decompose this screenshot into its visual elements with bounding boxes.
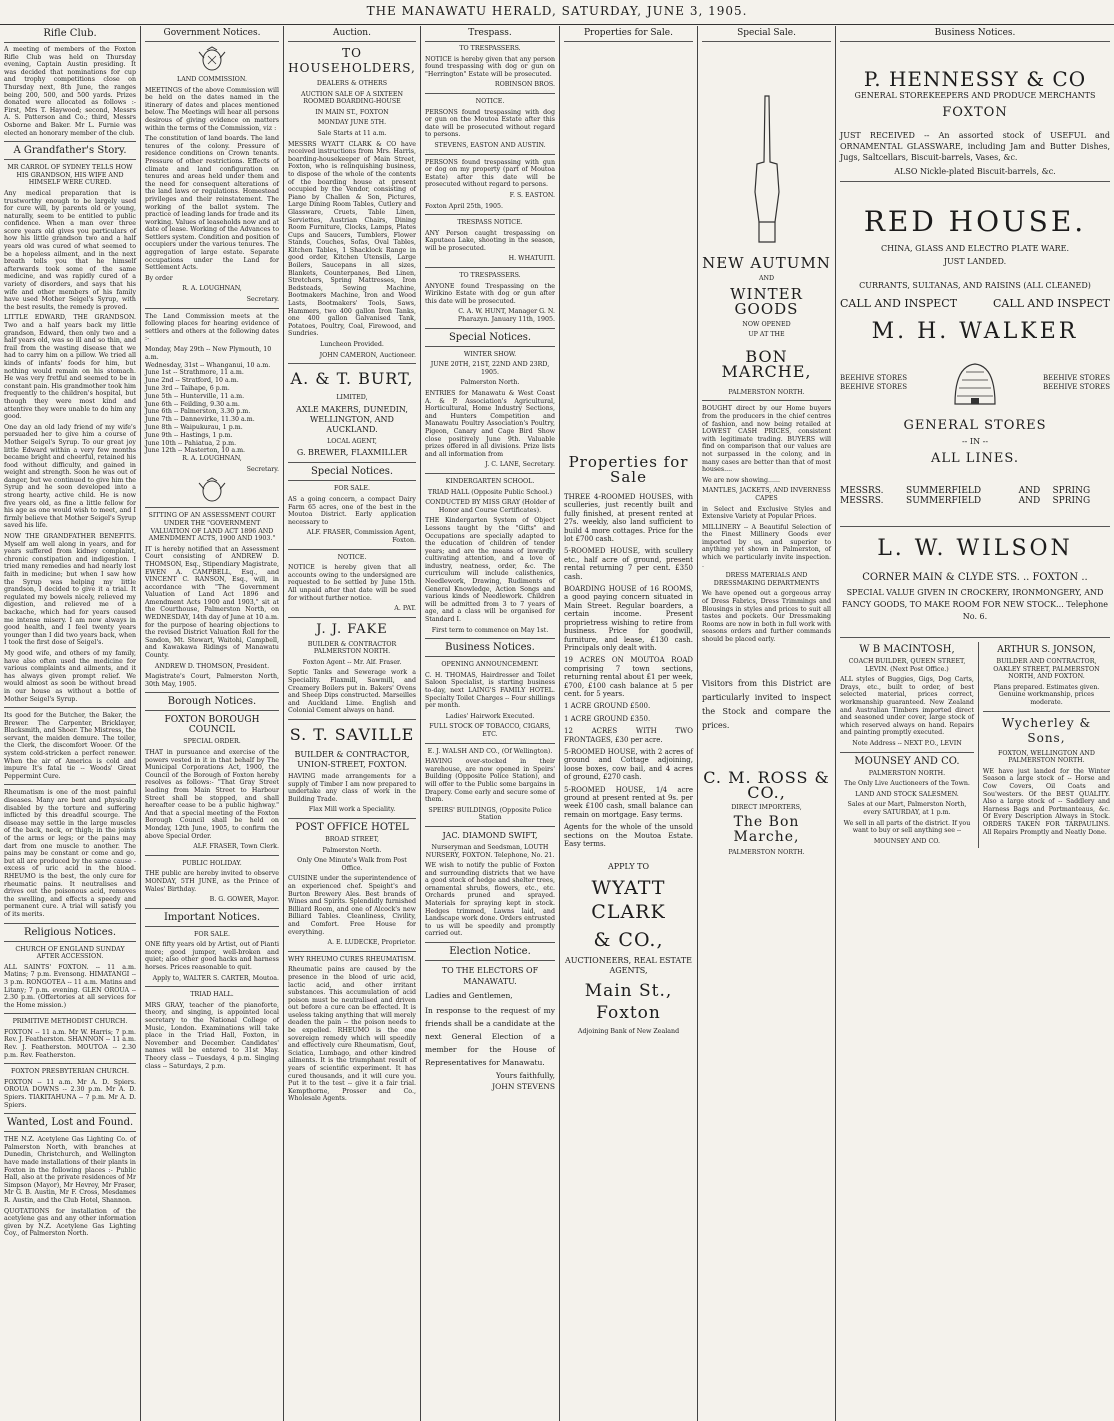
election-title: TO THE ELECTORS OF MANAWATU. [441,966,539,987]
saville-title: S. T. SAVILLE [289,725,415,745]
column-3 [284,26,420,1421]
wilson-text: SPECIAL VALUE GIVEN IN CROCKERY, IRONMONGERY, AND FANCY GOODS, TO MAKE ROOM FOR NEW STOCK... Telephone No. 6. [841,588,1109,621]
divider [840,752,974,753]
holiday-signature: B. G. GOWER, Mayor. [209,896,279,904]
bought-text: BOUGHT direct by our Home buyers from the producers in the chief centres of fashion, and now being retailed at LOWEST CASH PRICES, consistent with legitimate trading. BUYERS will find on comparison that our values are not surpassed in the colony, and in many cases are better than that of most houses.... [702,405,831,474]
dress-heading: DRESS MATERIALS AND DRESSMAKING DEPARTMENTS [713,572,820,587]
trespass-text: PERSONS found trespassing with dog or gun on the Moutoa Estate after this date will be prosecuted without regard to persons. [425,108,555,139]
showing-text: We are now showing...... [702,476,780,484]
divider [4,1063,136,1064]
summerfield-label: AND AND [1018,486,1041,506]
election-signature: JOHN STEVENS [492,1081,555,1091]
agents-text: Agents for the whole of the unsold sections on the Moutoa Estate. Easy terms. [564,823,693,849]
rifle-club-heading: Rifle Club. [4,26,136,43]
wyatt-title: & CO., [593,929,664,952]
wanted-heading: Wanted, Lost and Found. [4,1113,136,1132]
walsh-place: SPEIRS' BUILDINGS, (Opposite Police Station [428,806,552,822]
po-walk: Only One Minute's Walk from Post Office. [297,857,407,872]
wanted-text: THE N.Z. Acetylene Gas Lighting Co. of Palmerston North, with branches at Dunedin, Christchurch, and Wellington have made installations of their plants in Foxton in the following places :- Public Hall, also at the private residences of Mr Simpson (Mayor), Mr Hevrey, Mr Fraser, Mr G. B. Austin, Mr F. Cross, Mesdames R. Austin, and the Club Hotel, Shannon. [4,1136,136,1204]
peppermint-verse: Its good for the Butcher, the Baker, the Brewer. The Carpenter, Bricklayer, Blacksmith, and Shoer. The Mistress, the servant, the maiden demure. The toiler, the Clerk, the discomfort Wooer. Of the system cold-stricken a perfect renewer. When the air of America is cold and impure It's fatal tie -- Woods' Great Peppermint Cure. [4,712,136,780]
general-stores-title: GENERAL STORES [903,418,1047,433]
holiday-heading: PUBLIC HOLIDAY. [182,859,242,867]
divider [288,719,416,720]
blank-space [564,45,693,445]
list-item: Wednesday, 31st -- Whanganui, 10 a.m. [145,361,271,369]
divider [4,784,136,785]
auction-subtitle: DEALERS & OTHERS [316,80,388,87]
beehive-label: BEEHIVE STORES [840,374,908,382]
currants-text: CURRANTS, SULTANAS, AND RAISINS (ALL CLEANED) [859,281,1091,290]
opening-ladies: Ladies' Hairwork Executed. [445,712,535,720]
all-lines-title: ALL LINES. [931,451,1019,466]
business-notices-heading: Business Notices. [840,26,1110,42]
special-heading: Special Notices. [425,328,555,347]
dates-title: Secretary. [246,465,279,473]
trespass-text: ANY Person caught trespassing on Kaputaea Lake, shooting in the season, will be prosecuted. [425,229,555,252]
important-heading: Important Notices. [145,908,279,927]
auction-heading: Auction. [288,26,416,42]
column-6 [698,26,835,1421]
masthead: THE MANAWATU HERALD, SATURDAY, JUNE 3, 1905. [366,4,748,18]
red-house-title: RED HOUSE. [863,205,1087,238]
divider [840,181,1110,182]
list-item: June 2nd -- Stratford, 10 a.m. [145,377,239,385]
wyatt-subtitle: AUCTIONEERS, REAL ESTATE AGENTS, [565,956,692,976]
wyatt-title: WYATT CLARK [591,877,666,924]
po-signature: A. E. LUDECKE, Proprietor. [327,939,416,947]
palmerston-text: PALMERSTON NORTH. [728,849,805,857]
borough-text: THAT in pursuance and exercise of the powers vested in it in that behalf by The Municipal Corporations Act, 1900, the Council of the Borough of Foxton hereby resolves as follows:- "That Gray Street leading from Main Street to Harbour Street shall be stopped, and shall hereafter cease to be a public highway." And that a special meeting of the Foxton Borough Council shall be held on Monday, 12th June, 1905, to confirm the above Special Order. [145,749,279,840]
mantles-text: in Select and Exclusive Styles and Extensive Variety at Popular Prices. [702,505,831,521]
wilson-title: L. W. WILSON [877,536,1073,561]
blank-space [702,647,831,677]
divider [4,1013,136,1014]
apply-text: APPLY TO [607,862,650,872]
call-text: CALL AND INSPECT [992,297,1110,310]
new-autumn-title: NEW AUTUMN [702,254,831,272]
mantles-heading: MANTLES, JACKETS, AND INVERNESS CAPES [702,487,831,502]
list-item: June 5th -- Hunterville, 11 a.m. [145,392,245,400]
story-text: Any medical preparation that is trustworthy enough to be largely used for cure will, by parents old or young, naturally, seem to be entitled to public confidence. When a man over three score years old gives you particulars of how his little grandson two and a half years old was cured of what seemed to be a hopeless ailment, and in the next breath tells you that he himself afterwards took some of the same medicine, and was rapidly cured of a variety of disorders, and says that his wife and other members of his family have used Mother Seigel's Syrup, with the best results, the remedy is proved. [4,189,136,311]
column-1 [0,26,140,1421]
show-place: Palmerston North. [460,379,520,387]
fake-agent: Foxton Agent -- Mr. Alf. Fraser. [302,658,402,666]
blank-space [702,736,831,766]
luncheon-text: Luncheon Provided. [320,341,384,348]
beehive-icon [945,358,1005,408]
trespass-signature: ROBINSON BROS. [494,81,555,89]
trespass-notice-heading: NOTICE. [475,97,505,105]
trespass-notice-heading: TO TRESPASSERS. [459,45,521,52]
crest-icon [195,477,229,503]
property-listing: 5-ROOMED HOUSE, with scullery etc., half acre of ground, present rental returning 7 per cent. £350 cash. [564,547,693,581]
top-rule [0,24,1114,25]
divider [288,818,416,819]
macintosh-text: ALL styles of Buggies, Gigs, Dog Carts, Drays, etc., built to order, of best selected material, prices correct, workmanship guaranteed. New Zealand and Australian Timbers imported direct and seasoned under cover, large stock of which reserved always on hand. Repairs and painting promptly executed. [840,676,974,737]
divider [425,214,555,215]
government-heading: Government Notices. [145,26,279,42]
church-text: ALL SAINTS' FOXTON. -- 11 a.m. Matins; 7 p.m. Evensong. HIMATANGI -- 3 p.m. RONGOTEA -- 11 a.m. Matins and Litany; 7 p.m. evening. GLEN OROUA -- 2.30 p.m. (Offertories at all services for the Home mission.) [4,963,136,1009]
assessment-place: Magistrate's Court, Palmerston North, 30th May, 1905. [145,673,279,688]
swift-subtitle: Nurseryman and Seedsman, LOUTH NURSERY, FOXTON. Telephone, No. 21. [425,843,555,859]
dress-text: We have opened out a gorgeous array of Dress Fabrics, Dress Trimmings and Blousings in styles and prices to suit all tastes and pockets. Our Dressmaking Rooms are now in both in full work with seasons orders and further commands should be placed early. [702,590,831,643]
divider [145,507,279,508]
po-town: Palmerston North. [322,846,382,854]
saville-text: HAVING made arrangements for a supply of Timber I am now prepared to undertake any class of work in the Building Trade. [288,773,416,803]
list-item: June 6th -- Palmerston, 3.30 p.m. [145,408,251,416]
divider [288,951,416,952]
wycherley-title: Wycherley & Sons, [1001,715,1092,745]
auction-title: TO HOUSEHOLDERS, [288,46,416,75]
summerfield-label: MESSRS. MESSRS. [840,486,884,506]
sale-heading: AUCTION SALE OF A SIXTEEN ROOMED BOARDING-HOUSE [301,90,403,106]
wycherley-text: WE have just landed for the Winter Season a large stock of -- Horse and Cow Covers, Oil Coats and Sou'westers. Of the BEST QUALITY. Also a large stock of -- Saddlery and Harness Bags and Portmanteaus, &c. Of Every Description Always in Stock. ORDERS TAKEN FOR TARPAULINS. All Repairs Promptly and Neatly Done. [982,767,1110,836]
kindergarten-place: TRIAD HALL (Opposite Public School.) [427,488,553,496]
macintosh-ad [840,642,979,848]
sale-place: IN MAIN ST., FOXTON [315,108,389,116]
story-text: LITTLE EDWARD, THE GRANDSON. Two and a half years back my little grandson, Edward, then only two and a half years old, was so ill and so thin, and frail from the wasting disease that we had to carry him on a pillow. We tried all kinds of infants' foods for him, but nothing would remain on his stomach. He was very fretful and seemed to be in constant pain. His grandmother took him frequently to the children's hospital, but though they were most kind and attentive they were unable to do him any good. [4,314,137,421]
summerfield-label: SPRING SPRING [1052,486,1091,506]
po-text: CUISINE under the superintendence of an experienced chef. Speight's and Burton Brewery Ales. Best brands of Wines and Spirits. Splendidly furnished Billiard Room, and one of Alcock's new Billiard Tables. Cleanliness, Civility, and Comfort. Free House for everything. [288,875,416,936]
foxton-title: FOXTON [942,105,1008,120]
summerfield-label: SUMMERFIELD SUMMERFIELD [906,486,982,506]
divider [425,267,555,268]
divider [425,93,555,94]
opening-stock: FULL STOCK OF TOBACCO, CIGARS, ETC. [429,723,551,738]
jonson-text: Plans prepared. Estimates given. Genuine workmanship, prices moderate. [993,683,1100,706]
divider [425,743,555,744]
burt-agent-heading: LOCAL AGENT, [327,437,377,445]
story-subheading: MR CARROL OF SYDNEY TELLS HOW HIS GRANDSON, HIS WIFE AND HIMSELF WERE CURED. [7,164,133,187]
trespass-notice-heading: TO TRESPASSERS. [459,272,521,280]
story-text: NOW THE GRANDFATHER BENEFITS. Myself am well along in years, and for years suffered from kidney complaint, chronic constipation and indigestion. I tried many remedies and had nearly lost faith in medicine; but when I saw how the Syrup was helping my little grandson, I decided to give it a trial. It regulated my bowels nicely, relieved my digestion, and relieved me of a backache, which had for years caused me intense misery. I am now always in good health, and I feel twenty years younger than I did two years back, when I took the first dose of Seigel's. [4,533,136,647]
borough-subtitle: SPECIAL ORDER. [183,738,241,746]
divider [288,549,416,550]
kindergarten-conductor: CONDUCTED BY MISS GRAY (Holder of Honor and Course Certificates). [425,499,555,514]
list-item: June 9th -- Hastings, 1 p.m. [145,431,233,439]
assessment-heading: SITTING OF AN ASSESSMENT COURT UNDER THE "GOVERNMENT VALUATION OF LAND ACT 1896 AND AMENDMENT ACTS, 1900 AND 1903." [148,512,276,543]
column-7 [836,26,1114,1421]
jonson-title: ARTHUR S. JONSON, [997,645,1096,655]
divider [145,855,279,856]
china-text: CHINA, GLASS AND ELECTRO PLATE WARE. [880,244,1070,253]
list-item: June 1st -- Strathmore, 11 a.m. [145,369,244,377]
land-commission-list: The constitution of land boards. The land tenures of the colony. Pressure of residence conditions on Crown tenants. Pressure of other restrictions. Effects of climate and land configuration on tenures and areas held under them and the need for consequent alterations of the land laws or regulations. Homestead privileges and their reinstatement. The working of the ballot system. The practice of leading lands for trade and its working. Values of leaseholds now and at date of lease. Working of the Advances to Settlers system. Condition and position of occupiers under the various tenures. The aggregation of large estate. Separate occupations under the Land for Settlement Acts. [145,135,279,272]
kindergarten-text: THE Kindergarten System of Object Lessons taught by the "Gifts" and Occupations are specially adapted to the education of children of tender years; and are the means of inwardly cultivating attention, and a love of industry, neatness, order, &c. The curriculum will include calisthenics, Needlework, Drawing, Rudiments of General Knowledge, Action Songs and various kinds of Needlework. Children will be admitted from 3 to 7 years of age, and a class will be organised for Standard I. [425,517,555,624]
property-listing: 12 ACRES WITH TWO FRONTAGES, £30 per acre. [564,727,693,744]
assessment-text: IT is hereby notified that an Assessment Court consisting of ANDREW D. THOMSON, Esq., Stipendiary Magistrate, EWEN A. CAMPBELL, Esq., and VINCENT C. RANSON, Esq., will, in accordance with "The Government Valuation of Land Act 1896 and Amendment Acts 1900 and 1903," sit at the Courthouse, Palmerston North, on WEDNESDAY, 14th day of June at 10 a.m. for the purpose of hearing objections to the revised District Valuation Roll for the Sandon, Mt. Stewart, Waitohi, Campbell, and Kawakawa Ridings of Manawatu County. [145,545,279,660]
bottom-ads [840,642,1110,848]
election-text: In response to the request of my friends shall be a candidate at the next General Election of a member for the House of Representatives for Manawatu. [425,1006,555,1068]
hennessy-subtitle: GENERAL STOREKEEPERS AND PRODUCE MERCHANTS [854,91,1096,100]
church-heading: FOXTON PRESBYTERIAN CHURCH. [10,1068,130,1076]
forsale-heading: FOR SALE. [334,485,370,493]
divider [425,154,555,155]
in-text: -- IN -- [961,437,989,446]
now-opened-text: NOW OPENED [742,320,791,328]
burt-text: AXLE MAKERS, DUNEDIN, WELLINGTON, AND AUCKLAND. [296,404,408,434]
list-item: June 10th -- Pahiatua, 2 p.m. [145,439,237,447]
mounsey-title: MOUNSEY AND CO. [854,755,960,767]
macintosh-title: W B MACINTOSH, [859,644,955,655]
sale-time: Sale Starts at 11 a.m. [317,129,387,137]
list-item: June 3rd -- Taihape, 6 p.m. [145,384,230,392]
property-listing: 1 ACRE GROUND £500. [564,702,651,711]
rheumo-text: Rheumatic pains are caused by the presence in the blood of uric acid, lactic acid, and other irritant substances. This accumulation of acid poison must be neutralised and driven out before a cure can be effected. It is useless taking anything that will merely deaden the pain -- the poison needs to be expelled. RHEUMO is the one sovereign remedy which will speedily and effectively cure Rheumatism, Gout, Sciatica, Lumbago, and other kindred ailments. It is the triumphant result of years of scientific experiment. It has cured thousands, and it will cure you. Put it to the test -- give it a fair trial. Kempthorne, Prosser and Co., Wholesale Agents. [288,966,416,1103]
macintosh-subtitle: COACH BUILDER, QUEEN STREET, LEVIN. (Next Post Office.) [848,658,966,673]
trespass-text: NOTICE is hereby given that any person found trespassing with dog or gun on "Herrington" Estate will be prosecuted. [425,55,555,78]
burt-agent: G. BREWER, FLAXMILLER [296,448,408,458]
beehive-row [840,358,1110,408]
rheumo-heading: WHY RHEUMO CURES RHEUMATISM. [288,955,416,963]
mounsey-signature: MOUNSEY AND CO. [873,837,941,845]
beehive-label: BEEHIVE STORES [1042,374,1110,382]
just-landed-text: JUST LANDED. [943,257,1007,266]
mounsey-town: PALMERSTON NORTH. [868,769,946,777]
call-row [840,297,1110,310]
meeting-intro: The Land Commission meets at the following places for hearing evidence of settlers and others at the following dates :- [145,312,279,343]
land-commission-signature: R. A. LOUGHNAN, [182,285,242,293]
walker-title: M. H. WALKER [871,319,1079,344]
forsale-text: ONE fifty years old by Artist, out of Pianti more; good jumper, well-broken and quiet; also other good hacks and harness horses. Prices reasonable to quit. [145,941,279,972]
received-text: JUST RECEIVED -- An assorted stock of USEFUL and ORNAMENTAL GLASSWARE, including Jam and Butter Dishes, Jugs, Saltcellars, Biscuit-barrels, Vases, &c. [840,131,1110,162]
crest-icon [195,46,229,72]
millinery-text: MILLINERY -- A Beautiful Selection of the Finest Millinery Goods ever imported by us, and superior to anything yet shown in Palmerston, of which we particularly invite inspection. . [702,523,831,569]
ross-title: C. M. ROSS & CO., [703,767,830,802]
forsale-signature: ALF. FRASER, Commission Agent, Foxton. [306,529,416,544]
burt-limited: LIMITED, [336,394,368,402]
story-text: One day an old lady friend of my wife's persuaded her to give him a course of Mother Seigel's Syrup. To our great joy little Edward within a very few months became bright and cheerful, retained his food without difficulty, and gained in weight and strength. Soon he was out of danger, but we continued to give him the Syrup and he soon developed into a strong hearty, active child. He is now five years old, as fine a little fellow for his age as one would wish to meet, and I firmly believe that Mother Seigel's Syrup saved his life. [4,423,136,530]
po-hotel-title: POST OFFICE HOTEL [295,822,409,833]
church-heading: CHURCH OF ENGLAND SUNDAY AFTER ACCESSION. [15,945,125,961]
land-commission-title: Secretary. [246,296,279,304]
church-text: FOXTON -- 11 a.m. Mr A. D. Spiers. OROUA DOWNS -- 2.30 p.m. Mr A. D. Spiers. TIAKITAHUNA -- 7 p.m. Mr A. D. Spiers. [4,1078,136,1109]
winter-goods-title: WINTER GOODS [730,284,803,318]
burt-title: A. & T. BURT, [290,369,414,389]
property-listing: THREE 4-ROOMED HOUSES, with sculleries, just recently built and fully finished, at present rented at 27s. weekly, also land sufficient to build 4 more cottages. Price for the lot £700 cash. [564,493,693,544]
borough-signature: ALF. FRASER, Town Clerk. [193,843,279,851]
saville-flax: Flax Mill work a Speciality. [308,806,396,814]
fake-subtitle: BUILDER & CONTRACTOR PALMERSTON NORTH. [307,640,397,656]
trespass-signature: F. S. EASTON. [509,191,555,199]
notice-text: NOTICE is hereby given that all accounts owing to the undersigned are requested to be settled by June 15th. All unpaid after that date will be sued for without further notice. [288,564,416,602]
bon-marche-title: BON MARCHE, [721,346,812,381]
triad-text: MRS GRAY, teacher of the pianoforte, theory, and singing, is appointed local secretary to the National College of Music, London. Examinations will take place in the Triad Hall, Foxton, in November and December. Candidates' names will be entered to 31st May. Theory class -- Tuesdays, 4 p.m. Singing class -- Saturdays, 2 p.m. [145,1001,279,1070]
beehive-label: BEEHIVE STORES [840,383,908,391]
triad-heading: TRIAD HALL. [190,991,234,999]
rifle-club-text: A meeting of members of the Foxton Rifle Club was held on Thursday evening, Captain Austin presiding. It was decided that nominations for cup and trophy competitions close on Thursday next, 8th June, the ranges being 200, 500, and 500 yards. Prizes donated were allocated as follows :- First, Mrs T. Haywood; second, Messrs A. S. Patterson and Co.; third, Messrs Osborne and Baker. Mr L. Furnie was elected an honorary member of the club. [4,46,136,137]
list-item: June 7th -- Dannevirke, 11.30 a.m. [145,416,255,424]
divider [425,473,555,474]
trespass-signature: C. A. W. HUNT, Manager G. N. Pharazyn. January 11th, 1905. [457,308,555,324]
opening-text: C. H. THOMAS, Hairdresser and Toilet Saloon Specialist, is starting business to-day, next LAING'S FAMILY HOTEL. Specialty Toilet Charges -- Four shillings per month. [425,671,555,710]
mounsey-only: The Only Live Auctioneers of the Town. [844,780,970,788]
election-close: Yours faithfully, [496,1071,555,1081]
mounsey-sales: Sales at our Mart, Palmerston North, every SATURDAY, at 1 p.m. [847,801,967,816]
property-listing: 1 ACRE GROUND £350. [564,714,651,723]
land-commission-heading: LAND COMMISSION. [177,76,247,83]
assessment-signature: ANDREW D. THOMSON, President. [154,662,270,670]
notice-signature: A. PAT. [394,605,416,613]
beehive-left [840,374,907,392]
trespass-text: PERSONS found trespassing with gun or dog on my property (part of Moutoa Estate) after this date will be prosecuted without regard to persons. [425,158,555,189]
list-item: Monday, May 29th -- New Plymouth, 10 a.m. [145,346,272,361]
show-signature: J. C. LANE, Secretary. [485,461,555,469]
swift-title: JAC. DIAMOND SWIFT, [442,830,538,840]
adjoining-text: Adjoining Bank of New Zealand [577,1028,680,1036]
mounsey-land: LAND AND STOCK SALESMEN. [855,790,959,798]
properties-title: Properties for Sale [568,453,689,486]
borough-title: FOXTON BOROUGH COUNCIL [164,715,260,736]
beehive-label: BEEHIVE STORES [1042,383,1110,391]
jonson-wycherley-ad [983,642,1110,848]
divider [288,617,416,618]
properties-heading: Properties for Sale. [564,26,693,42]
divider [840,637,1110,638]
wilson-address: CORNER MAIN & CLYDE STS. .. FOXTON .. [862,572,1088,583]
holiday-text: THE public are hereby invited to observe MONDAY, 5TH JUNE, as the Prince of Wales' Birthday. [145,870,279,893]
property-listing: 5-ROOMED HOUSE, 1/4 acre ground at present rented at 9s. per week £100 cash, small balance can remain on mortgage. Easy terms. [564,785,693,819]
rheumatism-text: Rheumatism is one of the most painful diseases. Many are bent and physically disabled by the torture and suffering inflicted by this dreadful scourge. The disease may settle in the large muscles of the back, neck, or thigh; in the joints of the arms or legs; or the pains may dart from one muscle to another. The pains may be constant or come and go, but all are produced by the same cause - excess of uric acid in the blood. RHEUMO is the best, the only cure for rheumatic pains. It neutralises and drives out the poisonous acid, removes the swelling, and effects a speedy and permanent cure. A trial will satisfy you of its merits. [4,789,136,918]
show-text: ENTRIES for Manawatu & West Coast A. & P. Association's Agricultural, Horticultural, Home Industry Sections, and Hunters Competition and Manawatu Poultry Association's Poultry, Pigeon, Canary and Cage Bird Show close positively June 9th. Valuable prizes offered in all divisions. Prize lists and all information from [425,390,555,458]
show-heading: WINTER SHOW. [463,350,517,358]
church-text: FOXTON -- 11 a.m. Mr W. Harris; 7 p.m. Rev. J. Featherston. SHANNON -- 11 a.m. Rev. J. Featherston. MOUTOA -- 2.30 p.m. Rev. Featherston. [4,1028,136,1059]
fake-title: J. J. FAKE [316,621,388,637]
trespass-heading: Trespass. [425,26,555,42]
trespass-signature: STEVENS, EASTON AND AUSTIN. [434,141,546,149]
visitors-text: Visitors from this District are particularly invited to inspect the Stock and compare the prices. [702,678,831,730]
also-text: ALSO Nickle-plated Biscuit-barrels, &c. [894,167,1056,176]
divider [983,711,1110,712]
forsale-text: AS a going concern, a compact Dairy Farm 65 acres, one of the best in the Moutoa District. Early application necessary to [288,495,416,526]
list-item: June 6th -- Feilding, 9.30 a.m. [145,400,240,408]
divider [145,308,279,309]
list-item: June 12th -- Masterton, 10 a.m. [145,447,246,455]
forsale-heading: FOR SALE. [194,930,230,938]
jonson-subtitle: BUILDER AND CONTRACTOR, OAKLEY STREET, PALMERSTON NORTH, AND FOXTON. [993,658,1100,681]
trespass-text: ANYONE found Trespassing on the Wirikino Estate with dog or gun after this date will be prosecuted. [425,282,555,305]
divider [702,400,831,401]
direct-importers-text: DIRECT IMPORTERS, [731,803,802,811]
saville-subtitle: BUILDER & CONTRACTOR, UNION-STREET, FOXTON. [294,750,410,770]
story-text: My good wife, and others of my family, have also often used the medicine for various complaints and ailments, and it has always given prompt relief. We would almost as soon be without bread in our house as without a bottle of Mother Seigel's Syrup. [4,649,136,703]
trespass-date: Foxton April 25th, 1905. [425,202,503,210]
beehive-right [1043,374,1110,392]
main-street-text: Main St., Foxton [584,981,673,1024]
divider [288,363,416,364]
hennessy-title: P. HENNESSY & CO [863,67,1087,91]
sale-text: MESSRS WYATT CLARK & CO have received instructions from Mrs. Harris, boarding-housekeeper of Main Street, Foxton, who is relinquishing business, to dispose of the whole of the contents of the boarding house at present occupied by the Vendor, consisting of Piano by Challen & Son, Pictures, Large Dining Room Tables, Cutlery and Glassware, Cruets, Table Linen, Serviettes, Austrian Chairs, Dining Room Furniture, Clocks, Lamps, Plates Cups and Saucers, Tumblers, Flower Stands, Couches, Sofas, Oval Tables, Kitchen Tables, 1 Shacklock Range in good order, Kitchen Utensils, Large Boilers, Saucepans in all sizes, Blankets, Counterpanes, Bed Linen, Stretchers, Spring Mattresses, Iron Bedsteads, Sewing Machine, Bootmakers Machine, Iron and Wood Lasts, Bootmakers' Tools, Saws, Hammers, two 400 gallon Iron Tanks, one 400 gallon Galvanised Tank, Potatoes, Poultry, Coal, Firewood, and Sundries. [288,140,416,338]
po-street: BROAD STREET, [325,836,379,843]
trespass-signature: H. WHATUITI. [508,255,555,263]
pointing-hand-icon [747,92,787,252]
palmerston-text: PALMERSTON NORTH. [728,388,805,396]
property-listing: 5-ROOMED HOUSE, with 2 acres of ground and Cottage adjoining, loose boxes, cow bail, and 4 acres of ground, £270 cash. [564,747,693,782]
election-heading: Election Notice. [425,942,555,961]
special-sale-heading: Special Sale. [702,26,831,42]
election-greeting: Ladies and Gentlemen, [425,991,513,1001]
call-text: CALL AND INSPECT [840,297,958,310]
quotations-text: QUOTATIONS for installation of the acetylene gas and any other information given by N.Z. Acetylene Gas Lighting Coy., of Palmerston North. [4,1207,136,1238]
dates-signature: R. A. LOUGHNAN, [182,455,242,463]
fake-text: Septic Tanks and Sewerage work a Speciality. Flaxmill, Sawmill, and Creamery Boilers put in. Bakers' Ovens and Sheep Dips constructed. Marseilles and Auckland Lime. English and Colonial Cement always on hand. [288,669,416,715]
notice-heading: NOTICE. [337,553,367,561]
column-4 [421,26,559,1421]
column-2 [141,26,283,1421]
bon-marche-subtitle: The Bon Marche, [733,814,800,846]
column-5 [560,26,697,1421]
divider [4,707,136,708]
auctioneer-signature: JOHN CAMERON, Auctioneer. [319,351,416,359]
show-dates: JUNE 20TH, 21ST, 22ND AND 23RD, 1905. [430,361,550,376]
swift-text: WE wish to notify the public of Foxton and surrounding districts that we have a good stock of hedge and shelter trees, ornamental shrubs, flowers, etc., etc. Orchards pruned and sprayed. Materials for spraying kept in stock. Hedges trimmed, Lawns laid, and Landscape work done. Orders entrusted to us will be speedily and promptly carried out. [425,862,555,938]
list-item: June 8th -- Waipukurau, 1 p.m. [145,423,243,431]
mounsey-sell: We sell in all parts of the district. If you want to buy or sell anything see -- [843,819,971,835]
summerfield-row [840,486,1110,506]
property-listing: BOARDING HOUSE of 16 ROOMS, a good paying concern situated in Main Street. Regular boarders, a certain income. Present proprietress wishing to retire from business. Price for goodwill, furniture, and lease, £130 cash. Principals only dealt with. [564,585,693,652]
story-heading: A Grandfather's Story. [4,141,136,160]
sale-date: MONDAY JUNE 5TH. [317,119,387,127]
trespass-notice-heading: TRESPASS NOTICE. [457,219,523,227]
kindergarten-term: First term to commence on May 1st. [431,626,549,634]
religious-heading: Religious Notices. [4,923,136,942]
business-heading: Business Notices. [425,638,555,657]
forsale-signature: Apply to, WALTER S. CARTER, Moutoa. [152,974,279,982]
opening-heading: OPENING ANNOUNCEMENT. [441,661,539,669]
divider [840,526,1110,527]
meeting-dates-list [145,346,279,455]
land-commission-by: By order [145,274,173,282]
special-heading: Special Notices. [288,462,416,481]
macintosh-address: Note Address -- NEXT P.O., LEVIN [852,739,962,747]
kindergarten-heading: KINDERGARTEN SCHOOL. [445,477,535,485]
walsh-title: E. J. WALSH AND CO., (Of Wellington). [427,747,553,755]
wycherley-subtitle: FOXTON, WELLINGTON AND PALMERSTON NORTH. [998,749,1095,765]
property-listing: 19 ACRES ON MOUTOA ROAD comprising 7 town sections, returning rental about £1 per week, £700, £100 cash balance at 5 per cent. for 5 years. [564,656,693,698]
walsh-text: HAVING over-stocked in their warehouse, are now opened in Speirs' Building (Opposite Police Station), and will offer to the Public some bargains in Drapery. Come early and secure some of them. [425,758,555,804]
and-text: AND [758,275,775,282]
borough-heading: Borough Notices. [145,692,279,711]
up-at-the-text: UP AT THE [748,331,785,339]
land-commission-text: MEETINGS of the above Commission will be held on the dates named in the itinerary of dates and places mentioned below. The Meetings will hear all persons desirous of giving evidence on matters within the terms of the Commission, viz : [145,86,279,132]
church-heading: PRIMITIVE METHODIST CHURCH. [12,1018,128,1026]
divider [145,986,279,987]
divider [425,826,555,827]
